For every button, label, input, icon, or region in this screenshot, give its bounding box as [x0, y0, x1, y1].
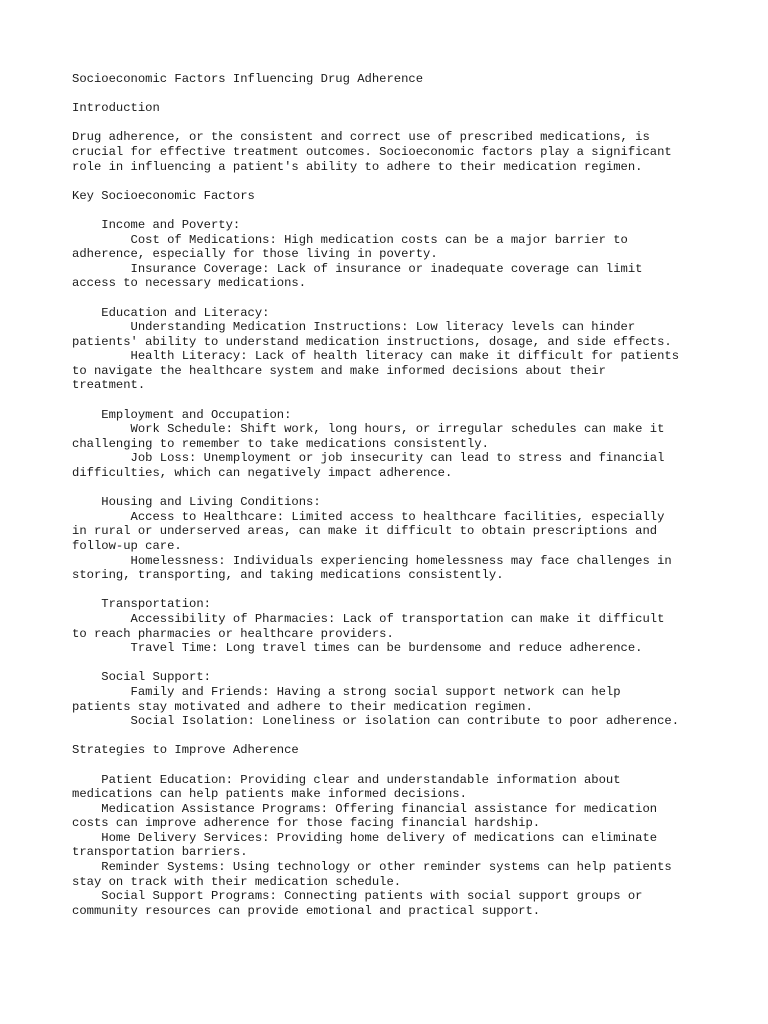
- text-line: Homelessness: Individuals experiencing homelessness may face challenges in: [72, 553, 672, 568]
- text-line: challenging to remember to take medications consistently.: [72, 436, 489, 451]
- text-line: to reach pharmacies or healthcare providers.: [72, 626, 394, 641]
- factor-housing: [72, 495, 712, 583]
- text-line: Social Isolation: Loneliness or isolation can contribute to poor adherence.: [72, 714, 680, 729]
- spacer: [72, 116, 712, 131]
- text-line: Reminder Systems: Using technology or other reminder systems can help patients: [72, 860, 672, 875]
- text-line: crucial for effective treatment outcomes. Socioeconomic factors play a significant: [72, 144, 672, 159]
- spacer: [72, 656, 712, 671]
- key-factors-heading: Key Socioeconomic Factors: [72, 188, 255, 203]
- text-line: Patient Education: Providing clear and understandable information about: [72, 772, 621, 787]
- factor-label: Employment and Occupation:: [72, 407, 292, 422]
- text-line: Medication Assistance Programs: Offering financial assistance for medication: [72, 801, 658, 816]
- factor-social-support: [72, 670, 712, 728]
- spacer: [72, 393, 712, 408]
- text-line: Health Literacy: Lack of health literacy can make it difficult for patients: [72, 349, 680, 364]
- factor-label: Housing and Living Conditions:: [72, 495, 321, 510]
- text-line: Travel Time: Long travel times can be burdensome and reduce adherence.: [72, 641, 643, 656]
- spacer: [72, 481, 712, 496]
- text-line: access to necessary medications.: [72, 276, 307, 291]
- factor-income: [72, 218, 712, 291]
- text-line: costs can improve adherence for those facing financial hardship.: [72, 816, 541, 831]
- introduction-heading: Introduction: [72, 101, 160, 116]
- text-line: Cost of Medications: High medication costs can be a major barrier to: [72, 232, 628, 247]
- factor-transportation: [72, 597, 712, 655]
- text-line: Access to Healthcare: Limited access to healthcare facilities, especially: [72, 509, 665, 524]
- text-line: Family and Friends: Having a strong social support network can help: [72, 684, 621, 699]
- text-line: community resources can provide emotional and practical support.: [72, 903, 541, 918]
- text-line: Understanding Medication Instructions: Low literacy levels can hinder: [72, 320, 636, 335]
- spacer: [72, 203, 712, 218]
- factor-employment: [72, 408, 712, 481]
- introduction-paragraph: [72, 130, 712, 174]
- spacer: [72, 87, 712, 102]
- spacer: [72, 758, 712, 773]
- text-line: Insurance Coverage: Lack of insurance or inadequate coverage can limit: [72, 261, 643, 276]
- factor-label: Education and Literacy:: [72, 305, 270, 320]
- text-line: to navigate the healthcare system and make informed decisions about their: [72, 363, 606, 378]
- text-line: difficulties, which can negatively impact adherence.: [72, 466, 453, 481]
- document-page: [72, 72, 712, 918]
- text-line: patients' ability to understand medication instructions, dosage, and side effects.: [72, 334, 672, 349]
- text-line: storing, transporting, and taking medications consistently.: [72, 568, 504, 583]
- strategies-list: [72, 773, 712, 919]
- text-line: medications can help patients make informed decisions.: [72, 787, 467, 802]
- text-line: Work Schedule: Shift work, long hours, or irregular schedules can make it: [72, 422, 665, 437]
- text-line: treatment.: [72, 378, 146, 393]
- factor-education: [72, 306, 712, 394]
- text-line: in rural or underserved areas, can make it difficult to obtain prescriptions and: [72, 524, 658, 539]
- text-line: follow-up care.: [72, 539, 182, 553]
- spacer: [72, 729, 712, 744]
- spacer: [72, 174, 712, 189]
- text-line: role in influencing a patient's ability to adhere to their medication regimen.: [72, 159, 643, 174]
- document-title: Socioeconomic Factors Influencing Drug Adherence: [72, 72, 424, 86]
- spacer: [72, 583, 712, 598]
- factor-label: Income and Poverty:: [72, 217, 241, 232]
- strategies-heading: Strategies to Improve Adherence: [72, 743, 299, 758]
- text-line: Accessibility of Pharmacies: Lack of transportation can make it difficult: [72, 611, 665, 626]
- text-line: Home Delivery Services: Providing home delivery of medications can eliminate: [72, 830, 658, 845]
- text-line: Job Loss: Unemployment or job insecurity can lead to stress and financial: [72, 451, 665, 466]
- text-line: Social Support Programs: Connecting patients with social support groups or: [72, 889, 643, 904]
- spacer: [72, 291, 712, 306]
- text-line: Drug adherence, or the consistent and correct use of prescribed medications, is: [72, 130, 650, 145]
- text-line: transportation barriers.: [72, 845, 248, 860]
- text-line: patients stay motivated and adhere to their medication regimen.: [72, 699, 533, 714]
- factor-label: Social Support:: [72, 670, 211, 685]
- factor-label: Transportation:: [72, 597, 211, 612]
- text-line: stay on track with their medication schedule.: [72, 874, 402, 889]
- text-line: adherence, especially for those living in poverty.: [72, 247, 438, 262]
